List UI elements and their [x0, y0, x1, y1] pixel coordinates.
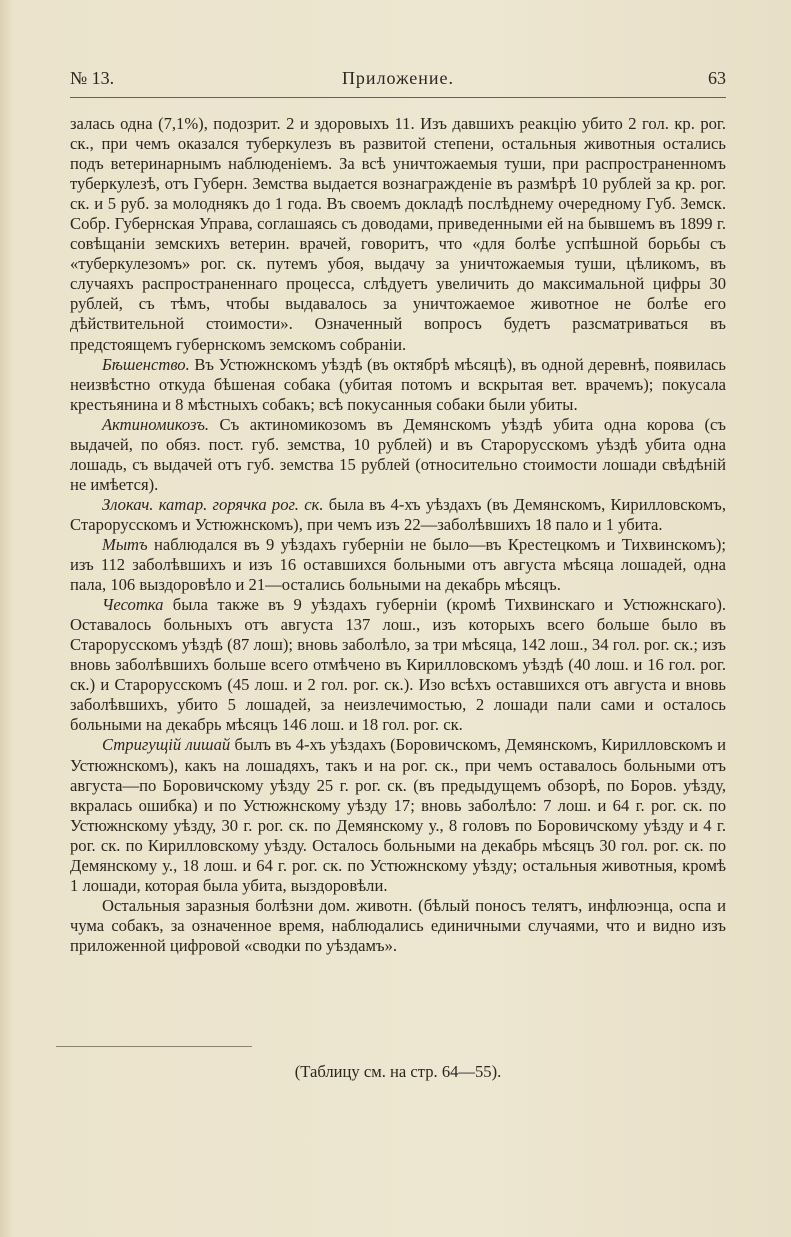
- paragraph-text: наблюдался въ 9 уѣздахъ губерніи не было—въ Крестецкомъ и Тихвинскомъ); изъ 112 заболѣвшихъ и изъ 16 оставшихся больными отъ августа мѣсяца лошадей, одна пала, 106 выздоровѣло и 21—остались больными на декабрь мѣсяцъ.: [70, 534, 726, 595]
- paragraph-text: Остальныя заразныя болѣзни дом. животн. (бѣлый поносъ телятъ, инфлюэнца, оспа и чума собакъ, за означенное время, наблюдались единичными случаями, что и видно изъ приложенной цифровой «сводки по уѣздамъ».: [70, 895, 726, 955]
- footer-rule: [56, 1046, 252, 1047]
- table-reference: (Таблицу см. на стр. 64—55).: [294, 1062, 502, 1081]
- paragraph-text: Съ актиномикозомъ въ Демянскомъ уѣздѣ убита одна корова (съ выдачей, по обяз. пост. губ. земства, 10 рублей) и въ Старорусскомъ уѣздѣ убита одна лошадь, съ выдачей отъ губ. земства 15 рублей (относительно стоимости лошади свѣдѣній не имѣется).: [70, 414, 726, 494]
- paragraph-other-diseases: [70, 896, 726, 956]
- paragraph-text: былъ въ 4-хъ уѣздахъ (Боровичскомъ, Демянскомъ, Кирилловскомъ и Устюжнскомъ), какъ на лошадяхъ, такъ и на рог. ск., при чемъ оставалось больными отъ августа—по Боровичскому уѣзду 25 г. рог. ск. (въ предыдущемъ обзорѣ, по Боров. уѣзду, вкралась ошибка) и по Устюжнскому уѣзду 17; вновь заболѣло: 7 лош. и 64 г. рог. ск. по Устюжнскому уѣзду, 30 г. рог. ск. по Демянскому у., 8 головъ по Боровичскому уѣзду и 4 г. рог. ск. по Кирилловскому уѣзду. Осталось больными на декабрь мѣсяцъ 30 гол. рог. ск. по Демянскому у., 18 лош. и 64 г. рог. ск. по Устюжнскому уѣзду; остальныя животныя, кромѣ 1 лошади, которая была убита, выздоровѣли.: [70, 735, 726, 895]
- paragraph-lead: Актиномикозъ.: [102, 414, 209, 434]
- paragraph-text: была въ 4-хъ уѣздахъ (въ Демянскомъ, Кирилловскомъ, Старорусскомъ и Устюжнскомъ), при чемъ изъ 22—заболѣвшихъ 18 пало и 1 убита.: [70, 494, 726, 534]
- paragraph-text: была также въ 9 уѣздахъ губерніи (кромѣ Тихвинскаго и Устюжнскаго). Оставалось больныхъ отъ августа 137 лош., изъ которыхъ всего больше было въ Старорусскомъ уѣздѣ (87 лош); вновь заболѣло, за три мѣсяца, 142 лош., 34 гол. рог. ск.; изъ вновь заболѣвшихъ больше всего отмѣчено въ Кирилловскомъ уѣздѣ (40 лош. и 16 гол. рог. ск.) и Старорусскомъ (45 лош. и 2 гол. рог. ск.). Изо всѣхъ оставшихся отъ августа и вновь заболѣвшихъ, убито 5 лошадей, за неизлечимостью, 2 лошади пали сами и осталось больными на декабрь мѣсяцъ 146 лош. и 18 гол. рог. ск.: [70, 595, 726, 735]
- running-title: Приложение.: [341, 68, 455, 88]
- issue-number: № 13.: [70, 68, 115, 88]
- page-header: [70, 68, 726, 94]
- paragraph-scabies: [70, 595, 726, 735]
- paragraph-actinomycosis: [70, 415, 726, 495]
- paragraph-tuberculosis: [70, 114, 726, 355]
- paragraph-lead: Бѣшенство.: [102, 354, 190, 374]
- article-body: [70, 114, 726, 956]
- paragraph-ringworm: [70, 735, 726, 895]
- header-rule: [70, 97, 726, 98]
- paragraph-rabies: [70, 355, 726, 415]
- paragraph-catarrhal-fever: [70, 495, 726, 535]
- paragraph-lead: Стригущій лишай: [102, 735, 231, 755]
- paragraph-strangles: [70, 535, 726, 595]
- paragraph-lead: Злокач. катар. горячка рог. ск.: [102, 494, 324, 514]
- paragraph-text: залась одна (7,1%), подозрит. 2 и здоровыхъ 11. Изъ давшихъ реакцію убито 2 гол. кр. рог. ск., при чемъ оказался туберкулезъ въ развитой степени, остальныя животныя остались подъ ветеринарнымъ наблюденіемъ. За всѣ уничтожаемыя туши, при распространенномъ туберкулезѣ, отъ Губерн. Земства выдается вознагражденіе въ размѣрѣ 10 рублей за кр. рог. ск. и 5 руб. за молоднякъ до 1 года. Въ своемъ докладѣ послѣднему очередному Губ. Земск. Собр. Губернская Управа, соглашаясь съ доводами, приведенными ей на бывшемъ въ 1899 г. совѣщаніи земскихъ ветерин. врачей, говоритъ, что «для болѣе успѣшной борьбы съ «туберкулезомъ» рог. ск. путемъ убоя, выдачу за уничтожаемыя туши, цѣликомъ, въ случаяхъ распространеннаго процесса, слѣдуетъ увеличить до максимальной цифры 30 рублей, съ тѣмъ, чтобы выдавалось за уничтожаемое животное не болѣе его дѣйствительной стоимости». Означенный вопросъ будетъ разсматриваться въ предстоящемъ губернскомъ земскомъ собраніи.: [70, 114, 726, 354]
- page-number: 63: [708, 68, 726, 88]
- paragraph-text: Въ Устюжнскомъ уѣздѣ (въ октябрѣ мѣсяцѣ), въ одной деревнѣ, появилась неизвѣстно откуда бѣшеная собака (убитая потомъ и вскрытая вет. врачемъ); покусала крестьянина и 8 мѣстныхъ собакъ; всѣ покусанныя собаки были убиты.: [70, 354, 726, 414]
- paragraph-lead: Мытъ: [102, 534, 148, 554]
- paragraph-lead: Чесотка: [102, 595, 164, 615]
